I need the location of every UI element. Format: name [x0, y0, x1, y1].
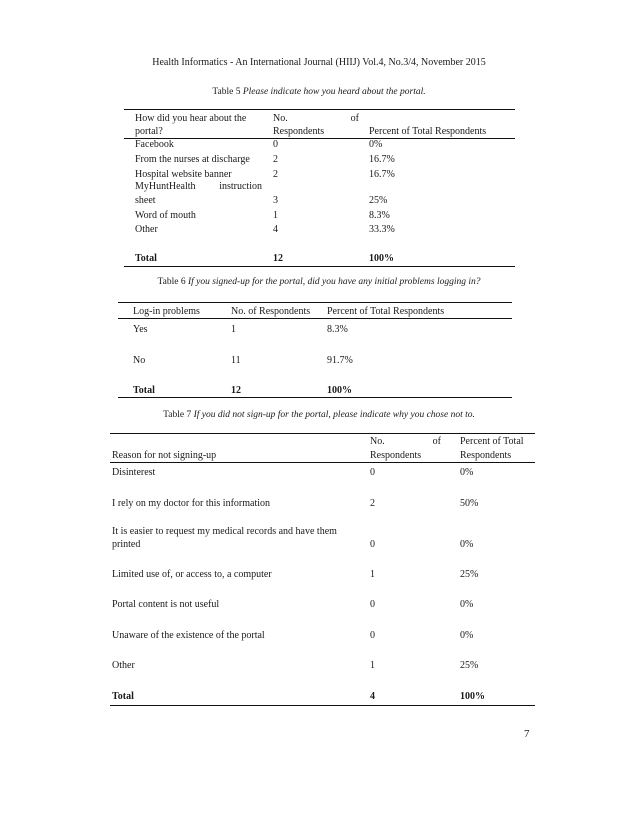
table7-row4-label: Limited use of, or access to, a computer [112, 569, 272, 580]
table5-top-rule [124, 109, 515, 110]
table7-head-col3-line1: Percent of Total [460, 436, 524, 447]
table5-row4-label-b: instruction [219, 181, 262, 192]
table5-head-col2-of: of [350, 113, 359, 124]
table7-head-col2-line1 [370, 436, 441, 448]
table7-row3-label-line2: printed [112, 539, 141, 550]
table5-row5-count: 1 [273, 210, 278, 221]
table5-head-rule [124, 138, 515, 139]
table6-row1-count: 1 [231, 324, 236, 335]
table7-row7-count: 1 [370, 660, 375, 671]
table7-bottom-rule [110, 705, 535, 706]
table5-row5-label: Word of mouth [135, 210, 196, 221]
table7-total-percent: 100% [460, 691, 485, 702]
table6-head-col2: No. of Respondents [231, 306, 311, 317]
table7-row2-percent: 50% [460, 498, 479, 509]
table5-head-col2-no: No. [273, 113, 288, 124]
table7-row1-percent: 0% [460, 467, 474, 478]
page-number: 7 [524, 728, 530, 740]
table7-top-rule [110, 433, 535, 434]
table5-total-percent: 100% [369, 253, 394, 264]
table6-total-percent: 100% [327, 385, 352, 396]
table6-row2-count: 11 [231, 355, 241, 366]
table6-head-rule [118, 318, 512, 319]
running-header: Health Informatics - An International Journal (HIIJ) Vol.4, No.3/4, November 2015 [152, 57, 486, 68]
table5-head-col2-line1 [273, 113, 359, 125]
table7-head-col1: Reason for not signing-up [112, 450, 217, 461]
table6-row2-label: No [133, 355, 146, 366]
table5-caption [0, 87, 638, 97]
table7-total-label: Total [112, 691, 134, 702]
table5-row3-label: Hospital website banner [135, 169, 232, 180]
table6-head-col1: Log-in problems [133, 306, 200, 317]
table7-row6-percent: 0% [460, 630, 474, 641]
table5-row5-percent: 8.3% [369, 210, 390, 221]
table5-head-col1-line2: portal? [135, 126, 163, 137]
table7-row3-label-line1: It is easier to request my medical records and have them [112, 526, 337, 537]
table5-row6-percent: 33.3% [369, 224, 395, 235]
table7-row4-count: 1 [370, 569, 375, 580]
table7-row5-label: Portal content is not useful [112, 599, 220, 610]
table6-row1-percent: 8.3% [327, 324, 348, 335]
table5-row1-label: Facebook [135, 139, 174, 150]
table5-row1-count: 0 [273, 139, 278, 150]
table5-row4-count: 3 [273, 195, 278, 206]
table7-row3-count: 0 [370, 539, 375, 550]
table7-row5-percent: 0% [460, 599, 474, 610]
table7-row7-percent: 25% [460, 660, 479, 671]
table5-caption-prefix: Table 5 [212, 87, 241, 97]
table5-head-col3: Percent of Total Respondents [369, 126, 487, 137]
table6-total-count: 12 [231, 385, 241, 396]
table6-row1-label: Yes [133, 324, 148, 335]
table5-row1-percent: 0% [369, 139, 383, 150]
table5-row3-count: 2 [273, 169, 278, 180]
table5-row4-label-line2: sheet [135, 195, 156, 206]
table7-caption [0, 410, 638, 420]
table6-caption-prefix: Table 6 [157, 277, 186, 287]
table7-row4-percent: 25% [460, 569, 479, 580]
table7-row7-label: Other [112, 660, 135, 671]
table6-row2-percent: 91.7% [327, 355, 353, 366]
table7-head-col2-line2: Respondents [370, 450, 422, 461]
table7-head-rule [110, 462, 535, 463]
table5-row4-percent: 25% [369, 195, 388, 206]
table6-total-label: Total [133, 385, 155, 396]
table5-row6-label: Other [135, 224, 158, 235]
table7-row2-count: 2 [370, 498, 375, 509]
table5-total-label: Total [135, 253, 157, 264]
table7-row6-label: Unaware of the existence of the portal [112, 630, 265, 641]
table6-caption [0, 277, 638, 287]
table7-row6-count: 0 [370, 630, 375, 641]
table7-row1-count: 0 [370, 467, 375, 478]
table5-row6-count: 4 [273, 224, 278, 235]
table7-head-col2-no: No. [370, 436, 385, 447]
table5-row2-percent: 16.7% [369, 154, 395, 165]
table5-row4-label-a: MyHuntHealth [135, 181, 196, 192]
table5-row2-label: From the nurses at discharge [135, 154, 250, 165]
table7-head-col2-of: of [432, 436, 441, 447]
table5-caption-text: Please indicate how you heard about the portal. [242, 87, 426, 97]
table5-head-col1-line1: How did you hear about the [135, 113, 247, 124]
table5-head-col2-line2: Respondents [273, 126, 325, 137]
table5-row4-label-line1 [135, 181, 262, 193]
table6-bottom-rule [118, 397, 512, 398]
table6-top-rule [118, 302, 512, 303]
table6-head-col3: Percent of Total Respondents [327, 306, 445, 317]
table5-row2-count: 2 [273, 154, 278, 165]
table5-bottom-rule [124, 266, 515, 267]
table7-row1-label: Disinterest [112, 467, 156, 478]
table7-caption-text: If you did not sign-up for the portal, please indicate why you chose not to. [193, 410, 475, 420]
table7-row5-count: 0 [370, 599, 375, 610]
table7-caption-prefix: Table 7 [163, 410, 192, 420]
table7-head-col3-line2: Respondents [460, 450, 512, 461]
table5-total-count: 12 [273, 253, 283, 264]
table5-row3-percent: 16.7% [369, 169, 395, 180]
table7-row2-label: I rely on my doctor for this information [112, 498, 271, 509]
table6-caption-text: If you signed-up for the portal, did you have any initial problems logging in? [187, 277, 481, 287]
table7-total-count: 4 [370, 691, 375, 702]
table7-row3-percent: 0% [460, 539, 474, 550]
